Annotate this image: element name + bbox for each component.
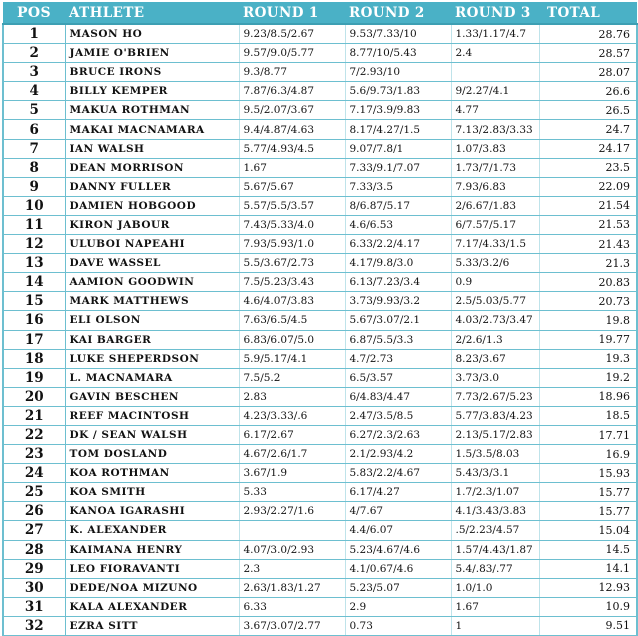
row-total: 16.9: [539, 445, 637, 464]
row-round2: 6.13/7.23/3.4: [345, 273, 451, 292]
row-round2: 6.5/3.57: [345, 368, 451, 387]
row-round3: 2.13/5.17/2.83: [451, 425, 539, 444]
row-round3: 8.23/3.67: [451, 349, 539, 368]
row-athlete: ULUBOI NAPEAHI: [65, 235, 239, 254]
row-round2: 9.07/7.8/1: [345, 139, 451, 158]
row-round2: 5.6/9.73/1.83: [345, 82, 451, 101]
row-athlete: TOM DOSLAND: [65, 445, 239, 464]
row-round3: 1.33/1.17/4.7: [451, 24, 539, 44]
header-round1: ROUND 1: [239, 2, 345, 24]
row-position: 10: [3, 196, 65, 215]
row-athlete: DK / SEAN WALSH: [65, 425, 239, 444]
row-round2: 2.1/2.93/4.2: [345, 445, 451, 464]
header-round2: ROUND 2: [345, 2, 451, 24]
row-total: 18.96: [539, 387, 637, 406]
row-round2: 9.53/7.33/10: [345, 24, 451, 44]
row-round3: 4.1/3.43/3.83: [451, 502, 539, 521]
row-position: 6: [3, 120, 65, 139]
row-round3: 7.13/2.83/3.33: [451, 120, 539, 139]
table-row: [3, 425, 637, 444]
row-round1: 4.07/3.0/2.93: [239, 540, 345, 559]
row-round1: 9.23/8.5/2.67: [239, 24, 345, 44]
row-position: 31: [3, 597, 65, 616]
row-round1: 4.67/2.6/1.7: [239, 445, 345, 464]
row-round2: 4.6/6.53: [345, 215, 451, 234]
table-row: [3, 597, 637, 616]
row-athlete: KANOA IGARASHI: [65, 502, 239, 521]
row-round2: 7/2.93/10: [345, 63, 451, 82]
row-position: 25: [3, 483, 65, 502]
row-round3: 1.07/3.83: [451, 139, 539, 158]
row-position: 16: [3, 311, 65, 330]
row-total: 17.71: [539, 425, 637, 444]
table-row: [3, 63, 637, 82]
row-round3: 9/2.27/4.1: [451, 82, 539, 101]
row-position: 21: [3, 406, 65, 425]
row-round2: 7.17/3.9/9.83: [345, 101, 451, 120]
table-row: [3, 177, 637, 196]
table-row: [3, 24, 637, 44]
row-round1: 7.63/6.5/4.5: [239, 311, 345, 330]
table-row: [3, 578, 637, 597]
row-round2: 6.17/4.27: [345, 483, 451, 502]
row-athlete: K. ALEXANDER: [65, 521, 239, 540]
row-position: 27: [3, 521, 65, 540]
row-round3: 1.5/3.5/8.03: [451, 445, 539, 464]
row-athlete: LUKE SHEPERDSON: [65, 349, 239, 368]
row-total: 14.5: [539, 540, 637, 559]
row-position: 14: [3, 273, 65, 292]
row-total: 28.57: [539, 44, 637, 63]
header-round3: ROUND 3: [451, 2, 539, 24]
row-round1: 2.83: [239, 387, 345, 406]
row-round2: 2.47/3.5/8.5: [345, 406, 451, 425]
row-total: 26.5: [539, 101, 637, 120]
row-round1: 2.3: [239, 559, 345, 578]
row-round1: 9.3/8.77: [239, 63, 345, 82]
row-position: 3: [3, 63, 65, 82]
row-athlete: DAMIEN HOBGOOD: [65, 196, 239, 215]
row-round3: 0.9: [451, 273, 539, 292]
row-position: 13: [3, 254, 65, 273]
row-round1: 5.5/3.67/2.73: [239, 254, 345, 273]
row-round3: 1.0/1.0: [451, 578, 539, 597]
row-round1: 3.67/1.9: [239, 464, 345, 483]
row-athlete: BILLY KEMPER: [65, 82, 239, 101]
row-total: 15.93: [539, 464, 637, 483]
row-athlete: ELI OLSON: [65, 311, 239, 330]
row-athlete: KIRON JABOUR: [65, 215, 239, 234]
table-body: [3, 24, 637, 636]
table-row: [3, 311, 637, 330]
row-total: 15.77: [539, 502, 637, 521]
row-position: 2: [3, 44, 65, 63]
row-athlete: KAIMANA HENRY: [65, 540, 239, 559]
row-round1: 9.5/2.07/3.67: [239, 101, 345, 120]
row-round3: .5/2.23/4.57: [451, 521, 539, 540]
row-round3: [451, 63, 539, 82]
row-round2: 4.17/9.8/3.0: [345, 254, 451, 273]
row-round2: 5.23/4.67/4.6: [345, 540, 451, 559]
table-row: [3, 330, 637, 349]
table-row: [3, 101, 637, 120]
header-athlete: ATHLETE: [65, 2, 239, 24]
row-position: 15: [3, 292, 65, 311]
row-round1: [239, 521, 345, 540]
row-total: 28.07: [539, 63, 637, 82]
row-round2: 7.33/3.5: [345, 177, 451, 196]
row-round2: 4.1/0.67/4.6: [345, 559, 451, 578]
row-round2: 5.67/3.07/2.1: [345, 311, 451, 330]
row-total: 19.2: [539, 368, 637, 387]
row-round3: 5.33/3.2/6: [451, 254, 539, 273]
row-athlete: KALA ALEXANDER: [65, 597, 239, 616]
row-athlete: IAN WALSH: [65, 139, 239, 158]
row-total: 12.93: [539, 578, 637, 597]
table-row: [3, 559, 637, 578]
table-row: [3, 445, 637, 464]
row-round1: 1.67: [239, 158, 345, 177]
table-row: [3, 464, 637, 483]
row-athlete: JAMIE O'BRIEN: [65, 44, 239, 63]
row-position: 32: [3, 616, 65, 635]
row-round3: 4.77: [451, 101, 539, 120]
table-row: [3, 82, 637, 101]
row-position: 1: [3, 24, 65, 44]
table-row: [3, 616, 637, 635]
row-round1: 6.17/2.67: [239, 425, 345, 444]
row-athlete: REEF MACINTOSH: [65, 406, 239, 425]
row-athlete: DAVE WASSEL: [65, 254, 239, 273]
row-round3: 1.7/2.3/1.07: [451, 483, 539, 502]
row-athlete: KOA ROTHMAN: [65, 464, 239, 483]
table-row: [3, 368, 637, 387]
row-round1: 4.6/4.07/3.83: [239, 292, 345, 311]
table-row: [3, 139, 637, 158]
table-row: [3, 521, 637, 540]
row-round2: 4.4/6.07: [345, 521, 451, 540]
header-total: TOTAL: [539, 2, 637, 24]
table-row: [3, 406, 637, 425]
row-round2: 6.87/5.5/3.3: [345, 330, 451, 349]
row-round1: 4.23/3.33/.6: [239, 406, 345, 425]
row-athlete: GAVIN BESCHEN: [65, 387, 239, 406]
row-athlete: EZRA SITT: [65, 616, 239, 635]
row-athlete: DEAN MORRISON: [65, 158, 239, 177]
row-round3: 2/2.6/1.3: [451, 330, 539, 349]
table-row: [3, 387, 637, 406]
row-round1: 7.5/5.23/3.43: [239, 273, 345, 292]
row-round1: 5.57/5.5/3.57: [239, 196, 345, 215]
row-position: 30: [3, 578, 65, 597]
row-total: 21.3: [539, 254, 637, 273]
row-round2: 6.27/2.3/2.63: [345, 425, 451, 444]
table-row: [3, 349, 637, 368]
row-position: 26: [3, 502, 65, 521]
row-total: 18.5: [539, 406, 637, 425]
row-position: 28: [3, 540, 65, 559]
row-round3: 5.43/3/3.1: [451, 464, 539, 483]
row-round3: 1.67: [451, 597, 539, 616]
row-athlete: MASON HO: [65, 24, 239, 44]
row-round3: 7.93/6.83: [451, 177, 539, 196]
row-athlete: MARK MATTHEWS: [65, 292, 239, 311]
row-round1: 2.93/2.27/1.6: [239, 502, 345, 521]
row-round3: 1.73/7/1.73: [451, 158, 539, 177]
row-position: 11: [3, 215, 65, 234]
row-round2: 2.9: [345, 597, 451, 616]
row-position: 29: [3, 559, 65, 578]
row-total: 19.8: [539, 311, 637, 330]
row-position: 8: [3, 158, 65, 177]
row-total: 22.09: [539, 177, 637, 196]
row-round3: 7.17/4.33/1.5: [451, 235, 539, 254]
row-round3: 2/6.67/1.83: [451, 196, 539, 215]
header-row: [3, 2, 637, 24]
row-round1: 5.77/4.93/4.5: [239, 139, 345, 158]
row-position: 9: [3, 177, 65, 196]
table-row: [3, 120, 637, 139]
row-round2: 8.77/10/5.43: [345, 44, 451, 63]
row-round2: 3.73/9.93/3.2: [345, 292, 451, 311]
row-round2: 5.23/5.07: [345, 578, 451, 597]
row-total: 20.73: [539, 292, 637, 311]
table-header: [3, 2, 637, 24]
row-round1: 7.43/5.33/4.0: [239, 215, 345, 234]
row-total: 9.51: [539, 616, 637, 635]
table-row: [3, 273, 637, 292]
row-total: 19.3: [539, 349, 637, 368]
row-total: 21.53: [539, 215, 637, 234]
row-round3: 5.4/.83/.77: [451, 559, 539, 578]
row-total: 21.54: [539, 196, 637, 215]
row-round1: 9.4/4.87/4.63: [239, 120, 345, 139]
row-total: 15.04: [539, 521, 637, 540]
table-row: [3, 254, 637, 273]
row-round2: 5.83/2.2/4.67: [345, 464, 451, 483]
row-round2: 6.33/2.2/4.17: [345, 235, 451, 254]
row-round1: 7.87/6.3/4.87: [239, 82, 345, 101]
row-position: 22: [3, 425, 65, 444]
table-row: [3, 196, 637, 215]
row-total: 24.7: [539, 120, 637, 139]
row-round3: 2.4: [451, 44, 539, 63]
table-row: [3, 540, 637, 559]
row-round2: 0.73: [345, 616, 451, 635]
row-position: 24: [3, 464, 65, 483]
row-athlete: L. MACNAMARA: [65, 368, 239, 387]
row-round1: 3.67/3.07/2.77: [239, 616, 345, 635]
row-round1: 7.93/5.93/1.0: [239, 235, 345, 254]
row-round1: 5.33: [239, 483, 345, 502]
table-row: [3, 158, 637, 177]
row-round2: 8.17/4.27/1.5: [345, 120, 451, 139]
table-row: [3, 215, 637, 234]
row-position: 7: [3, 139, 65, 158]
row-position: 4: [3, 82, 65, 101]
row-round1: 6.33: [239, 597, 345, 616]
row-total: 23.5: [539, 158, 637, 177]
row-round1: 5.9/5.17/4.1: [239, 349, 345, 368]
row-position: 12: [3, 235, 65, 254]
row-round3: 5.77/3.83/4.23: [451, 406, 539, 425]
row-position: 18: [3, 349, 65, 368]
row-round2: 6/4.83/4.47: [345, 387, 451, 406]
row-round3: 6/7.57/5.17: [451, 215, 539, 234]
row-athlete: LEO FIORAVANTI: [65, 559, 239, 578]
row-round3: 7.73/2.67/5.23: [451, 387, 539, 406]
row-athlete: DEDE/NOA MIZUNO: [65, 578, 239, 597]
table-row: [3, 502, 637, 521]
row-round3: 1.57/4.43/1.87: [451, 540, 539, 559]
row-athlete: AAMION GOODWIN: [65, 273, 239, 292]
row-athlete: BRUCE IRONS: [65, 63, 239, 82]
row-round2: 8/6.87/5.17: [345, 196, 451, 215]
row-total: 26.6: [539, 82, 637, 101]
row-total: 15.77: [539, 483, 637, 502]
row-round3: 4.03/2.73/3.47: [451, 311, 539, 330]
row-position: 23: [3, 445, 65, 464]
row-total: 28.76: [539, 24, 637, 44]
row-position: 17: [3, 330, 65, 349]
row-athlete: DANNY FULLER: [65, 177, 239, 196]
row-round3: 1: [451, 616, 539, 635]
row-round1: 7.5/5.2: [239, 368, 345, 387]
row-total: 24.17: [539, 139, 637, 158]
table-row: [3, 44, 637, 63]
row-round2: 4.7/2.73: [345, 349, 451, 368]
row-total: 14.1: [539, 559, 637, 578]
table-row: [3, 483, 637, 502]
row-position: 5: [3, 101, 65, 120]
row-athlete: KAI BARGER: [65, 330, 239, 349]
row-round2: 7.33/9.1/7.07: [345, 158, 451, 177]
results-table: [2, 2, 638, 636]
table-row: [3, 292, 637, 311]
row-round1: 6.83/6.07/5.0: [239, 330, 345, 349]
header-pos: POS: [3, 2, 65, 24]
row-round1: 2.63/1.83/1.27: [239, 578, 345, 597]
row-athlete: KOA SMITH: [65, 483, 239, 502]
row-athlete: MAKUA ROTHMAN: [65, 101, 239, 120]
row-athlete: MAKAI MACNAMARA: [65, 120, 239, 139]
row-position: 19: [3, 368, 65, 387]
row-round1: 9.57/9.0/5.77: [239, 44, 345, 63]
table-row: [3, 235, 637, 254]
row-total: 19.77: [539, 330, 637, 349]
row-total: 20.83: [539, 273, 637, 292]
row-total: 10.9: [539, 597, 637, 616]
row-position: 20: [3, 387, 65, 406]
row-round3: 2.5/5.03/5.77: [451, 292, 539, 311]
row-round2: 4/7.67: [345, 502, 451, 521]
row-total: 21.43: [539, 235, 637, 254]
row-round3: 3.73/3.0: [451, 368, 539, 387]
row-round1: 5.67/5.67: [239, 177, 345, 196]
results-table-frame: [2, 2, 636, 634]
